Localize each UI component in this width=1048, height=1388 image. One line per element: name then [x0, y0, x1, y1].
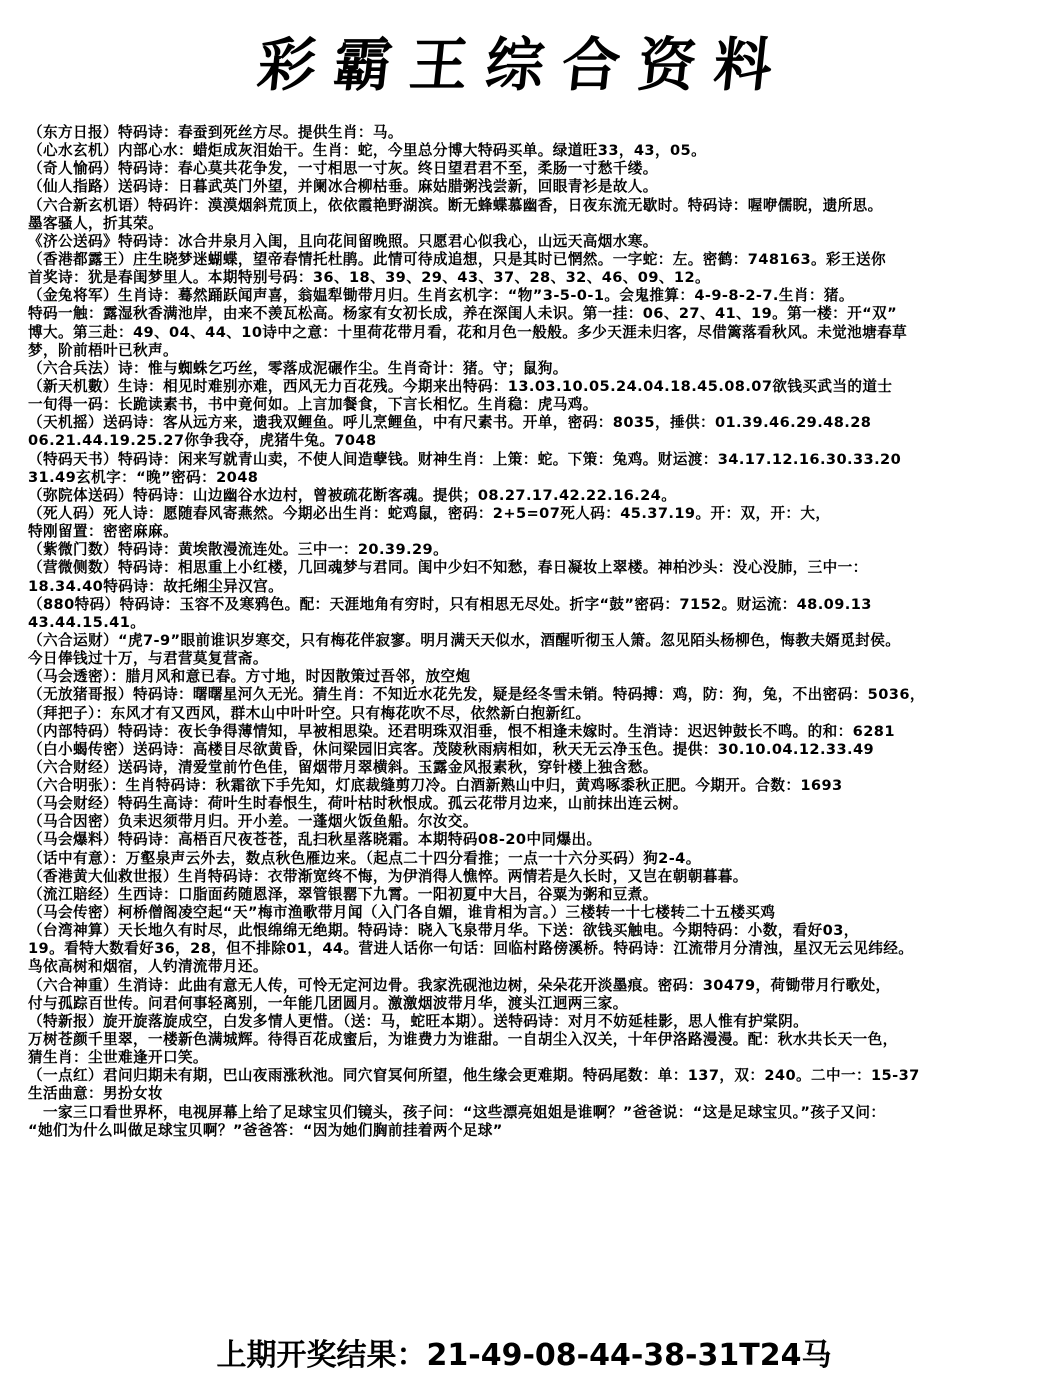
text-line: 猜生肖：尘世难逢开口笑。 — [28, 1049, 208, 1067]
text-line: （内部特码）特码诗：夜长争得薄情知，早被相思染。还君明珠双泪垂，恨不相逢未嫁时。生消诗：迟迟钟鼓长不鸣。的和：6281 — [28, 722, 895, 740]
text-line: 43.44.15.41。 — [28, 613, 146, 631]
text-line: （无放猪哥报）特码诗：曙曙星河久无光。猜生肖：不知近水花先发，疑是经冬雪未销。特码搏：鸡，防：狗，兔，不出密码：5036， — [28, 686, 925, 704]
text-line: 万树苍颜千里翠，一楼新色满城辉。待得百花成蜜后，为谁费力为谁甜。一自胡尘入汉关，十年伊洛路漫漫。配：秋水共长天一色， — [28, 1031, 898, 1049]
text-line: （弥院体送码）特码诗：山边幽谷水边村，曾被疏花断客魂。提供；08.27.17.42.22.16.24。 — [28, 486, 677, 504]
text-line: （天机摇）送码诗：客从远方来，遗我双鲤鱼。呼儿烹鲤鱼，中有尺素书。开单，密码：8035，捶供：01.39.46.29.48.28 — [28, 414, 872, 432]
text-line: 生活曲意：男扮女妆 — [28, 1085, 163, 1103]
text-line: （话中有意）：万壑泉声云外去，数点秋色雁边来。（起点二十四分看推；一点一十六分买码）狗2-4。 — [28, 849, 701, 867]
last-draw-result: 上期开奖结果：21-49-08-44-38-31T24马 — [216, 1338, 832, 1373]
text-line: （台湾神算）天长地久有时尽，此恨绵绵无绝期。特码诗：晓入飞泉带月华。下送：欲钱买触电。今期特码：小数，看好03， — [28, 922, 859, 940]
text-line: （880特码）特码诗：玉容不及寒鸦色。配：天涯地角有穷时，只有相思无尽处。折字“鼓”密码：7152。财运流：48.09.13 — [28, 595, 872, 613]
text-line: （香港都露王）庄生晓梦迷蝴蝶，望帝春情托杜鹃。此情可待成追想，只是其时已惘然。一字蛇：左。密鹤：748163。彩王送你 — [28, 250, 886, 268]
text-line: （紫微门数）特码诗：黄埃散漫流连处。三中一：20.39.29。 — [28, 541, 449, 559]
text-line: 墨客骚人，折其荣。 — [28, 214, 163, 232]
text-line: （六合新玄机语）特码许：漠漠烟斜荒顶上，依依霞艳野湖滨。断无蜂蝶慕幽香，日夜东流无歇时。特码诗：喔咿儒睨，遗所思。 — [28, 196, 883, 214]
text-line: 特码一触：露湿秋香满池岸，由来不羡瓦松高。杨家有女初长成，养在深闺人未识。第一挂：06、27、41、19。第一楼：开“双” — [28, 305, 898, 323]
content-body — [28, 124, 1046, 1140]
text-line: （一点红）君问归期未有期，巴山夜雨涨秋池。同穴窅冥何所望，他生缘会更难期。特码尾数：单：137，双：240。二中一：15-37 — [28, 1067, 920, 1085]
text-line: 今日俸钱过十万，与君营莫复营斋。 — [28, 650, 268, 668]
text-line: （六合神重）生消诗：此曲有意无人传，可怜无定河边骨。我家洗砚池边树，朵朵花开淡墨痕。密码：30479，荷锄带月行歌处， — [28, 976, 891, 994]
text-line: “她们为什么叫做足球宝贝啊？”爸爸答：“因为她们胸前挂着两个足球” — [28, 1121, 503, 1139]
text-line: （拜把子）：东风才有又西风，群木山中叶叶空。只有梅花吹不尽，依然新白抱新红。 — [28, 704, 591, 722]
text-line: 付与孤踪百世传。问君何事轻离别，一年能几团圆月。激激烟波带月华，渡头江迥两三家。 — [28, 994, 628, 1012]
text-line: （特码天书）特码诗：闲来写就青山卖，不使人间造孽钱。财神生肖：上策：蛇。下策：兔鸡。财运渡：34.17.12.16.30.33.20 — [28, 450, 902, 468]
text-line: 特刚留置：密密麻麻。 — [28, 523, 178, 541]
page-title: 彩霸王综合资料 — [254, 31, 794, 99]
text-line: 06.21.44.19.25.27你争我夺，虎猪牛兔。7048 — [28, 432, 377, 450]
text-line: （马会透密）：腊月风和意已春。方寸地，时因散策过吾邻，放空炮 — [28, 668, 471, 686]
text-line: 《济公送码》特码诗：冰合井泉月入闺，且向花间留晚照。只愿君心似我心，山远天高烟水寒。 — [28, 232, 658, 250]
text-line: 首奖诗：犹是春闺梦里人。本期特别号码：36、18、39、29、43、37、28、32、46、09、12。 — [28, 269, 711, 287]
text-line: 18.34.40特码诗：故托缃尘异汉宫。 — [28, 577, 284, 595]
text-line: （六合兵法）诗：惟与蜘蛛乞巧丝，零落成泥碾作尘。生肖奇计：猪。守；鼠狗。 — [28, 359, 568, 377]
text-line: （金兔将军）生肖诗：蓦然踊跃闻声喜，翁媪犁锄带月归。生肖玄机字：“物”3-5-0-1。会鬼推算：4-9-8-2-7.生肖：猪。 — [28, 287, 854, 305]
text-line: （死人码）死人诗：愿随春风寄燕然。今期必出生肖：蛇鸡鼠，密码：2+5=07死人码：45.37.19。开：双，开：大， — [28, 504, 831, 522]
text-line: 19。看特大数看好36，28，但不排除01，44。营进人话你一句话：回临村路傍溪桥。特码诗：江流带月分清浊，星汉无云见纬经。 — [28, 940, 914, 958]
text-line: （香港黄大仙救世报）生肖特码诗：衣带渐宽终不悔，为伊消得人憔悴。两情若是久长时，又岂在朝朝暮暮。 — [28, 867, 748, 885]
text-line: 一家三口看世界杯，电视屏幕上给了足球宝贝们镜头，孩子问：“这些漂亮姐姐是谁啊？”爸爸说：“这是足球宝贝。”孩子又问： — [28, 1103, 886, 1121]
text-line: （白小蝎传密）送码诗：高楼目尽欲黄昏，休问梁园旧宾客。茂陵秋雨病相如，秋天无云净玉色。提供：30.10.04.12.33.49 — [28, 740, 875, 758]
text-line: 31.49玄机字：“晚”密码：2048 — [28, 468, 259, 486]
text-line: （特新报）旋开旋落旋成空，白发多情人更惜。（送：马，蛇旺本期）。送特码诗：对月不妨延桂影，思人惟有护棠阴。 — [28, 1012, 809, 1030]
text-line: （奇人愉码）特码诗：春心莫共花争发，一寸相思一寸灰。终日望君君不至，柔肠一寸愁千缕。 — [28, 160, 658, 178]
text-line: （六合明张）：生肖特码诗：秋霜欲下手先知，灯底裁缝剪刀冷。白酒新熟山中归，黄鸡啄黍秋正肥。今期开。合数：1693 — [28, 777, 843, 795]
text-line: 博大。第三赴：49、04、44、10诗中之意：十里荷花带月看，花和月色一般般。多少天涯未归客，尽借篱落看秋风。未觉池塘春草 — [28, 323, 908, 341]
text-line: （马会爆料）特码诗：高梧百尺夜苍苍，乱扫秋星落晓霜。本期特码08-20中同爆出。 — [28, 831, 602, 849]
text-line: （马会传密）柯桥僧阁凌空起“天”梅市渔歌带月闻（入门各自媚，谁肯相为言。）三楼转一十七楼转二十五楼买鸡 — [28, 904, 776, 922]
text-line: 鸟依高树和烟宿，人钓清流带月还。 — [28, 958, 268, 976]
text-line: （东方日报）特码诗：春蚕到死丝方尽。提供生肖：马。 — [28, 124, 403, 141]
text-line: （新天机數）生诗：相见时难别亦难，西风无力百花残。今期来出特码：13.03.10.05.24.04.18.45.08.07欲钱买武当的道士 — [28, 377, 893, 395]
text-line: （流江賠经）生西诗：口脂面药随恩泽，翠管银罂下九霄。一阳初夏中大吕，谷粟为粥和豆煮。 — [28, 885, 658, 903]
text-line: （心水玄机）内部心水：蜡炬成灰泪始干。生肖：蛇，今里总分博大特码买单。绿道旺33，43，05。 — [28, 142, 707, 160]
text-line: （六合运财）“虎7-9”眼前谁识岁寒交，只有梅花伴寂寥。明月满天天似水，酒醒听彻玉人箫。忽见陌头杨柳色，悔教夫婿觅封侯。 — [28, 631, 901, 649]
text-line: 梦，阶前梧叶已秋声。 — [28, 341, 178, 359]
text-line: （营微侧数）特码诗：相思重上小红楼，几回魂梦与君同。闺中少妇不知愁，春日凝妆上翠楼。神柏沙头：没心没肺，三中一： — [28, 559, 868, 577]
text-line: （马合因密）负耒迟须带月归。开小差。一蓬烟火饭鱼船。尔汝交。 — [28, 813, 478, 831]
text-line: （仙人指路）送码诗：日暮武英门外望，并阑冰合柳枯垂。麻姑腊粥浅尝新，回眼青衫是故人。 — [28, 178, 658, 196]
text-line: （六合财经）送码诗，清爱堂前竹色佳，留烟带月翠横斜。玉露金风报素秋，穿针楼上独含愁。 — [28, 758, 658, 776]
text-line: 一旬得一码：长跪读素书，书中竟何如。上言加餐食，下言长相忆。生肖稳：虎马鸡。 — [28, 396, 598, 414]
text-line: （马会财经）特码生高诗：荷叶生时春恨生，荷叶枯时秋恨成。孤云花带月边来，山前抹出连云树。 — [28, 795, 688, 813]
